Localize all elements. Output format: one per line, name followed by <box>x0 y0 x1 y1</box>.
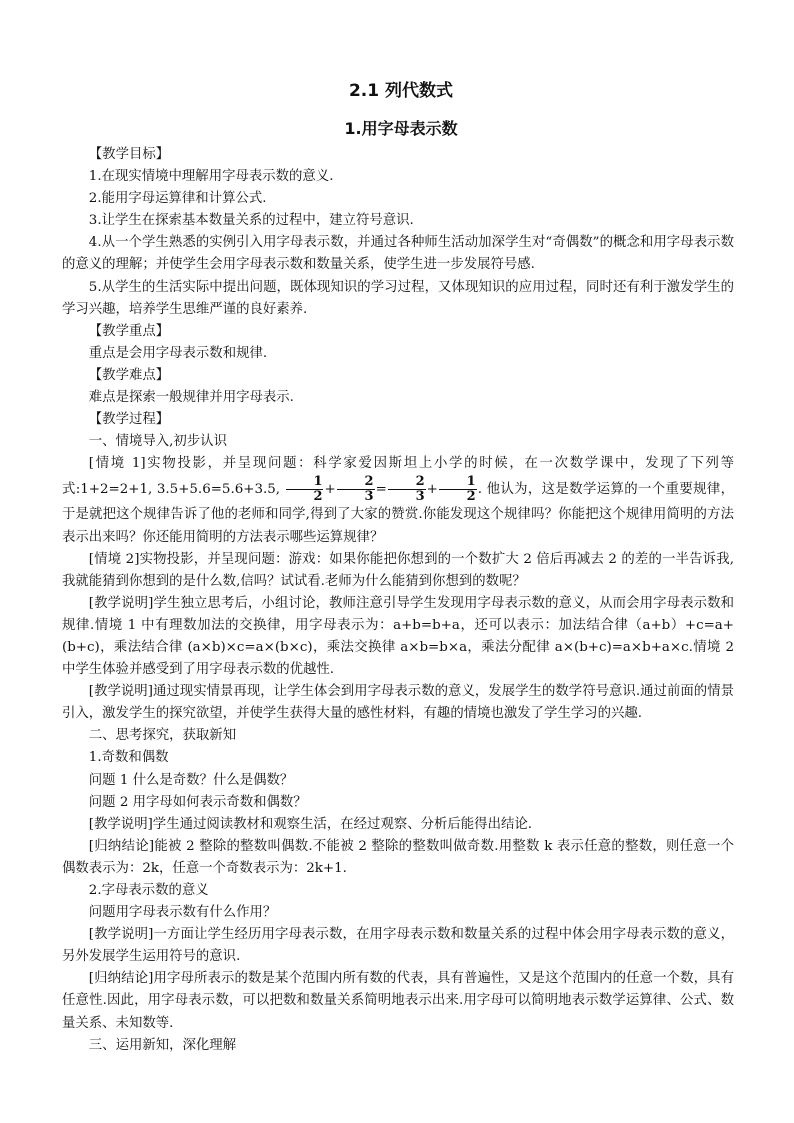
teaching-note-3: [教学说明]学生通过阅读教材和观察生活，在经过观察、分析后能得出结论. <box>88 816 532 832</box>
question-2: 问题 2 用字母如何表示奇数和偶数？ <box>88 794 307 810</box>
fraction-numerator: 2 <box>388 475 426 490</box>
plus-sign: + <box>426 482 438 498</box>
subsection-odd-even: 1.奇数和偶数 <box>88 750 169 766</box>
heading-key-points: 【教学重点】 <box>88 323 170 339</box>
section-1-heading: 一、情境导入,初步认识 <box>88 434 227 450</box>
section-3-heading: 三、运用新知，深化理解 <box>88 1037 237 1053</box>
fraction-numerator: 1 <box>439 475 477 490</box>
situation-1-paragraph <box>62 453 734 548</box>
objective-4: 4.从一个学生熟悉的实例引入用字母表示数，并通过各种师生活动加深学生对“奇偶数”的概念和用字母表示数的意义的理解；并使学生会用字母表示数和数量关系，使学生进一步发展符号感. <box>62 235 734 273</box>
objective-5: 5.从学生的生活实际中提出问题，既体现知识的学习过程，又体现知识的应用过程，同时还有利于激发学生的学习兴趣，培养学生思维严谨的良好素养. <box>62 279 734 317</box>
heading-difficulties: 【教学难点】 <box>88 367 170 383</box>
fraction-one-half <box>286 475 324 504</box>
fraction-denominator: 2 <box>313 489 323 505</box>
fraction-denominator: 3 <box>415 489 425 505</box>
fraction-two-thirds <box>337 475 375 504</box>
fraction-numerator: 2 <box>337 475 375 490</box>
teaching-note-2: [教学说明]通过现实情景再现，让学生体会到用字母表示数的意义，发展学生的数学符号意识.通过前面的情景引入，激发学生的探究欲望，并使学生获得大量的感性材料，有趣的情境也激发了学生学习的兴趣. <box>62 684 734 722</box>
section-subtitle: 1.用字母表示数 <box>344 119 458 138</box>
page-title: 2.1 列代数式 <box>348 81 454 101</box>
document-body <box>62 144 734 1057</box>
key-points-text: 重点是会用字母表示数和规律. <box>88 345 268 361</box>
fraction-two-thirds <box>388 475 426 504</box>
fraction-numerator: 1 <box>286 475 324 490</box>
teaching-note-4: [教学说明]一方面让学生经历用字母表示数，在用字母表示数和数量关系的过程中体会用字母表示数的意义，另外发展学生运用符号的意识. <box>62 927 734 965</box>
heading-process: 【教学过程】 <box>88 412 170 428</box>
objective-2: 2.能用字母运算律和计算公式. <box>88 191 267 207</box>
conclusion-1: [归纳结论]能被 2 整除的整数叫偶数.不能被 2 整除的整数叫做奇数.用整数 k 表示任意的整数，则任意一个偶数表示为：2k，任意一个奇数表示为：2k+1. <box>62 838 734 876</box>
situation-1-start: [情境 1]实物投影，并呈现问题：科学家爱因斯坦上小学的时候，在一次数学课中，发现了下列等式:1+2=2+1, 3.5+5.6=5.6+3.5, <box>62 456 734 498</box>
difficulties-text: 难点是探索一般规律并用字母表示. <box>88 390 294 406</box>
fraction-denominator: 3 <box>364 489 374 505</box>
objective-1: 1.在现实情境中理解用字母表示数的意义. <box>88 169 334 185</box>
equals-sign: = <box>375 482 387 498</box>
conclusion-2: [归纳结论]用字母所表示的数是某个范围内所有数的代表，具有普遍性，又是这个范围内的任意一个数，具有任意性.因此，用字母表示数，可以把数和数量关系简明地表示出来.用字母可以简明地表示数学运算律、公式、数量关系、未知数等. <box>62 971 734 1031</box>
plus-sign: + <box>324 482 336 498</box>
fraction-one-half <box>439 475 477 504</box>
fraction-denominator: 2 <box>466 489 476 505</box>
objective-3: 3.让学生在探索基本数量关系的过程中，建立符号意识. <box>88 213 414 229</box>
heading-objectives: 【教学目标】 <box>88 147 170 162</box>
teaching-note-1: [教学说明]学生独立思考后，小组讨论，教师注意引导学生发现用字母表示数的意义，从而会用字母表示数和规律.情境 1 中有理数加法的交换律，用字母表示为：a+b=b+a，还可以表示：加法结合律（a+b）+c=a+(b+c)，乘法结合律 (a×b)×c=a×(b×c)，乘法交换律 a×b=b×a，乘法分配律 a×(b+c)=a×b+a×c.情境 2 中学生体验并感受到了用字母表示数的优越性. <box>62 595 734 678</box>
situation-1-end: . 他认为，这是数学运算的一个重要规律，于是就把这个规律告诉了他的老师和同学,得到了大家的赞赏.你能发现这个规律吗？你能把这个规律用简明的方法表示出来吗？你还能用简明的方法表示哪些运算规律？ <box>62 482 734 545</box>
question-3: 问题用字母表示数有什么作用？ <box>88 905 277 921</box>
question-1: 问题 1 什么是奇数？什么是偶数？ <box>88 772 294 788</box>
subsection-meaning: 2.字母表示数的意义 <box>88 883 209 898</box>
situation-2-paragraph: [情境 2]实物投影，并呈现问题：游戏：如果你能把你想到的一个数扩大 2 倍后再减去 2 的差的一半告诉我,我就能猜到你想到的是什么数,信吗？试试看.老师为什么能猜到你想到的数呢？ <box>62 551 734 589</box>
section-2-heading: 二、思考探究，获取新知 <box>88 728 237 744</box>
